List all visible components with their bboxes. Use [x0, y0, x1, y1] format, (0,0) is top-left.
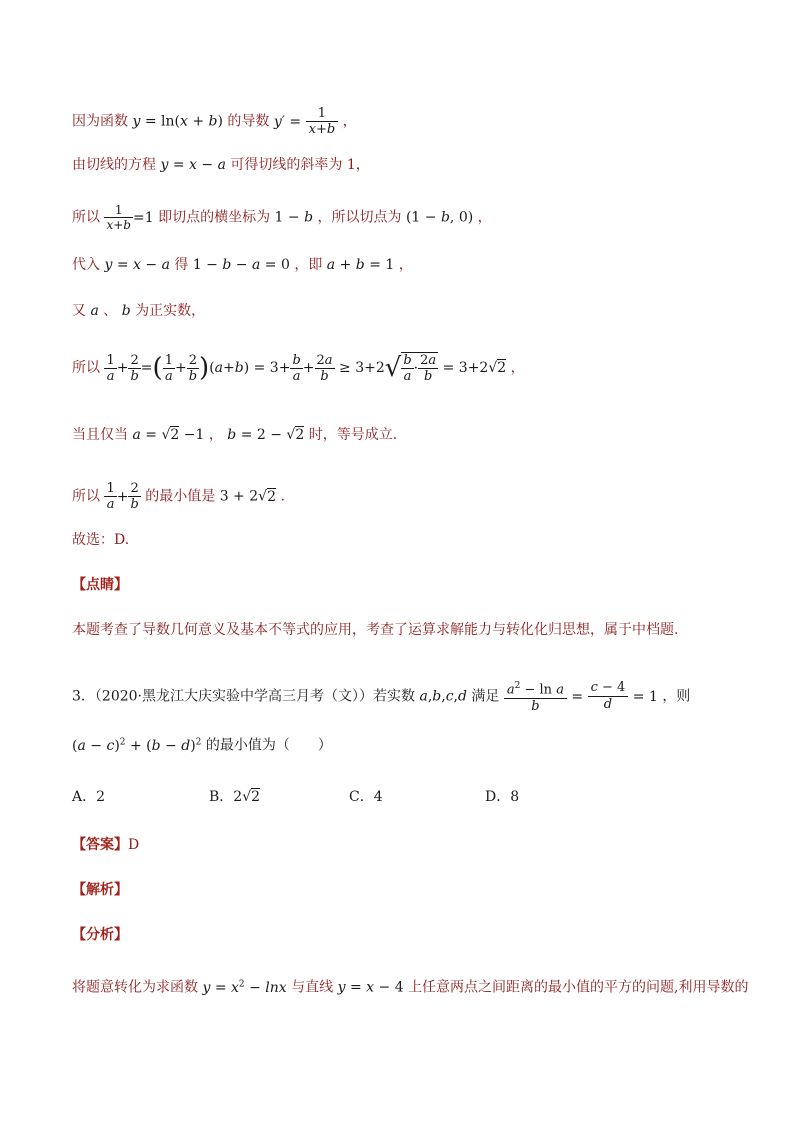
math-sub-eq: 1 − b − a = 0 — [192, 257, 290, 273]
text: 所以 — [72, 209, 100, 226]
math-line-eq: y = x − a — [104, 257, 170, 273]
math-a-value: a = √2 −1 — [132, 427, 205, 443]
choice-b-label: B． — [209, 789, 234, 805]
text: 得 — [174, 257, 189, 273]
text: ，则 — [662, 688, 691, 705]
text: ， — [342, 113, 357, 130]
choice-c[interactable]: C．4 — [349, 789, 383, 805]
comment-text — [72, 620, 678, 640]
text: 因为函数 — [72, 113, 128, 130]
math-min-value: 3 + 2√2 — [219, 488, 276, 505]
choice-a[interactable]: A．2 — [72, 789, 106, 805]
math-vars: a,b,c,d — [419, 688, 467, 705]
heading-text: 【解析】 — [72, 882, 128, 898]
text: 代入 — [72, 257, 100, 273]
math-distance: $(a - c)^2 + (b - d)^2$ — [72, 737, 202, 754]
choice-d[interactable]: D．8 — [485, 789, 520, 805]
question-line-1 — [72, 678, 690, 715]
choices-row — [72, 787, 672, 807]
math-tangent-eq: y = x − a — [160, 157, 226, 173]
math-function: y = ln(x + b) — [132, 113, 228, 130]
heading-text: 【分析】 — [72, 927, 128, 943]
math-1-minus-b: 1 − b — [274, 209, 314, 226]
math-point: (1 − b, 0) — [405, 209, 474, 226]
solution-line-1 — [72, 106, 357, 137]
math-sum-eq: a + b = 1 — [326, 257, 395, 273]
math-expression: $\frac{1}{a}$ + $\frac{2}{b}$ — [106, 481, 139, 512]
solution-line-4 — [72, 255, 413, 275]
comment-heading — [72, 575, 128, 595]
text: 故选：D. — [72, 532, 130, 548]
solution-line-7 — [72, 425, 397, 445]
math-b: b — [121, 303, 131, 319]
fenxi-heading — [72, 925, 128, 945]
text: 的最小值是 — [145, 488, 216, 505]
text: 时，等号成立. — [308, 427, 398, 443]
text: ， — [208, 427, 223, 443]
text: . — [280, 488, 285, 505]
solution-line-8 — [72, 481, 285, 512]
text: 将题意转化为求函数 — [72, 979, 198, 996]
math-derivative: y′ = $\frac{1}{x+b}$ — [274, 114, 343, 130]
heading-text: 【点睛】 — [72, 577, 128, 593]
math-condition: $\frac{a^2 - \ln a}{b}$ = $\frac{c - 4}{d}$ = 1 — [504, 689, 662, 705]
text: 所以 — [72, 360, 100, 376]
text: ， — [477, 209, 492, 226]
text: 的最小值为（ ） — [205, 737, 332, 754]
choice-b[interactable] — [209, 787, 260, 807]
solution-line-5 — [72, 301, 205, 321]
text: 与直线 — [291, 979, 334, 996]
text: ，即 — [294, 257, 323, 273]
text: ， — [510, 360, 525, 376]
text: 本题考查了导数几何意义及基本不等式的应用，考查了运算求解能力与转化化归思想，属于中档题. — [72, 622, 679, 638]
text: 满足 — [471, 688, 500, 705]
text: 3．（2020·黑龙江大庆实验中学高三月考（文））若实数 — [72, 688, 415, 705]
solution-answer-line — [72, 530, 129, 550]
text: 所以 — [72, 488, 100, 505]
math-curve: $y = x^2 - \ln x$ — [202, 979, 287, 996]
fenxi-text — [72, 974, 749, 998]
solution-line-2 — [72, 155, 370, 175]
text: 即切点的横坐标为 — [158, 209, 271, 226]
text: ， — [398, 257, 413, 273]
math-inequality: $\frac{1}{a}$ + $\frac{2}{b}$ =( $\frac{1}{a}$ + $\frac{2}{b}$ )(a+b) = 3+ $\frac{b}{a}$ + $\frac{2a}{b}$ ≥ 3+2√ $\frac{b}{a}$ · $\frac{2a}{b}$ = 3+2√2 — [106, 352, 507, 384]
analysis-heading — [72, 880, 128, 900]
answer-value: D — [128, 837, 140, 853]
answer-line — [72, 835, 139, 855]
text: 又 — [72, 303, 86, 319]
text: 可得切线的斜率为 1， — [230, 157, 370, 173]
question-line-2 — [72, 732, 332, 756]
math-line: y = x − 4 — [337, 979, 404, 996]
text: ，所以切点为 — [317, 209, 402, 226]
text: 的导数 — [227, 113, 270, 130]
text: 、 — [103, 303, 118, 319]
solution-line-6 — [72, 352, 525, 384]
answer-heading: 【答案】 — [72, 837, 128, 853]
text: 上任意两点之间距离的最小值的平方的问题,利用导数的 — [408, 979, 749, 996]
math-b-value: b = 2 − √2 — [227, 427, 305, 443]
math-a: a — [90, 303, 99, 319]
text: 由切线的方程 — [72, 157, 156, 173]
text: 为正实数， — [135, 303, 206, 319]
solution-line-3 — [72, 203, 492, 232]
choice-b-math: 2√2 — [233, 789, 261, 805]
text: 当且仅当 — [72, 427, 128, 443]
math-frac-eq-1: $\frac{1}{x+b}$ =1 — [106, 203, 159, 232]
